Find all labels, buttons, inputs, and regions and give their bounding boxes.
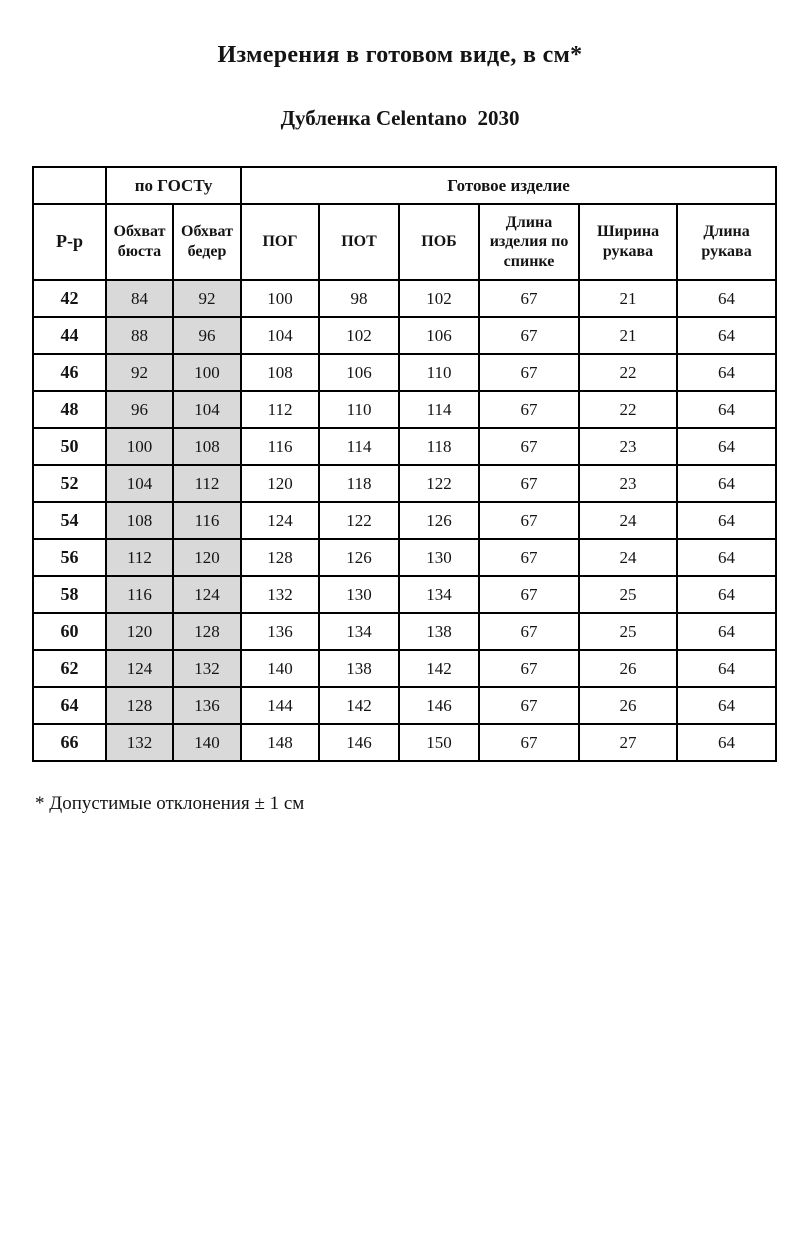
value-cell: 96 xyxy=(106,391,173,428)
value-cell: 67 xyxy=(479,576,579,613)
value-cell: 110 xyxy=(399,354,479,391)
value-cell: 64 xyxy=(677,502,776,539)
size-cell: 58 xyxy=(33,576,106,613)
value-cell: 106 xyxy=(319,354,399,391)
table-row xyxy=(33,650,776,687)
table-row xyxy=(33,391,776,428)
value-cell: 138 xyxy=(399,613,479,650)
column-header-pot: ПОТ xyxy=(319,204,399,280)
value-cell: 67 xyxy=(479,317,579,354)
value-cell: 67 xyxy=(479,687,579,724)
table-row xyxy=(33,354,776,391)
value-cell: 27 xyxy=(579,724,677,761)
value-cell: 92 xyxy=(173,280,241,317)
value-cell: 132 xyxy=(173,650,241,687)
value-cell: 130 xyxy=(399,539,479,576)
value-cell: 64 xyxy=(677,613,776,650)
group-header-gost: по ГОСТу xyxy=(106,167,241,204)
column-header-pog: ПОГ xyxy=(241,204,319,280)
value-cell: 114 xyxy=(399,391,479,428)
table-row xyxy=(33,724,776,761)
group-header-row xyxy=(33,167,776,204)
table-row xyxy=(33,613,776,650)
value-cell: 102 xyxy=(319,317,399,354)
value-cell: 102 xyxy=(399,280,479,317)
value-cell: 108 xyxy=(241,354,319,391)
value-cell: 122 xyxy=(319,502,399,539)
value-cell: 24 xyxy=(579,539,677,576)
value-cell: 26 xyxy=(579,650,677,687)
value-cell: 144 xyxy=(241,687,319,724)
value-cell: 64 xyxy=(677,428,776,465)
table-row xyxy=(33,465,776,502)
value-cell: 146 xyxy=(399,687,479,724)
value-cell: 67 xyxy=(479,391,579,428)
value-cell: 21 xyxy=(579,280,677,317)
column-header-pob: ПОБ xyxy=(399,204,479,280)
table-row xyxy=(33,428,776,465)
size-cell: 48 xyxy=(33,391,106,428)
size-cell: 50 xyxy=(33,428,106,465)
value-cell: 67 xyxy=(479,650,579,687)
corner-spacer xyxy=(33,167,106,204)
value-cell: 140 xyxy=(173,724,241,761)
value-cell: 128 xyxy=(241,539,319,576)
value-cell: 134 xyxy=(399,576,479,613)
value-cell: 120 xyxy=(173,539,241,576)
page-title: Измерения в готовом виде, в см* xyxy=(217,42,583,68)
value-cell: 100 xyxy=(106,428,173,465)
value-cell: 124 xyxy=(173,576,241,613)
size-table-body xyxy=(33,280,776,761)
value-cell: 136 xyxy=(173,687,241,724)
size-cell: 62 xyxy=(33,650,106,687)
value-cell: 67 xyxy=(479,539,579,576)
table-row xyxy=(33,687,776,724)
value-cell: 112 xyxy=(241,391,319,428)
size-cell: 54 xyxy=(33,502,106,539)
value-cell: 148 xyxy=(241,724,319,761)
value-cell: 67 xyxy=(479,280,579,317)
size-cell: 42 xyxy=(33,280,106,317)
table-row xyxy=(33,539,776,576)
value-cell: 114 xyxy=(319,428,399,465)
value-cell: 132 xyxy=(241,576,319,613)
column-header-sleeve-length: Длина рукава xyxy=(677,204,776,280)
table-row xyxy=(33,280,776,317)
size-cell: 56 xyxy=(33,539,106,576)
column-header-hip-girth: Обхват бедер xyxy=(173,204,241,280)
value-cell: 67 xyxy=(479,428,579,465)
column-header-row xyxy=(33,204,776,280)
value-cell: 104 xyxy=(106,465,173,502)
value-cell: 64 xyxy=(677,391,776,428)
value-cell: 84 xyxy=(106,280,173,317)
value-cell: 64 xyxy=(677,539,776,576)
size-cell: 60 xyxy=(33,613,106,650)
size-cell: 66 xyxy=(33,724,106,761)
value-cell: 110 xyxy=(319,391,399,428)
value-cell: 22 xyxy=(579,354,677,391)
value-cell: 96 xyxy=(173,317,241,354)
value-cell: 120 xyxy=(241,465,319,502)
value-cell: 104 xyxy=(173,391,241,428)
value-cell: 25 xyxy=(579,613,677,650)
value-cell: 116 xyxy=(241,428,319,465)
value-cell: 88 xyxy=(106,317,173,354)
value-cell: 67 xyxy=(479,502,579,539)
value-cell: 128 xyxy=(173,613,241,650)
value-cell: 122 xyxy=(399,465,479,502)
value-cell: 64 xyxy=(677,317,776,354)
value-cell: 106 xyxy=(399,317,479,354)
value-cell: 126 xyxy=(399,502,479,539)
value-cell: 24 xyxy=(579,502,677,539)
value-cell: 67 xyxy=(479,465,579,502)
value-cell: 150 xyxy=(399,724,479,761)
size-cell: 52 xyxy=(33,465,106,502)
value-cell: 64 xyxy=(677,650,776,687)
value-cell: 64 xyxy=(677,280,776,317)
group-header-ready-product: Готовое изделие xyxy=(241,167,776,204)
value-cell: 124 xyxy=(241,502,319,539)
tolerance-footnote: * Допустимые отклонения ± 1 см xyxy=(35,793,305,814)
value-cell: 146 xyxy=(319,724,399,761)
value-cell: 26 xyxy=(579,687,677,724)
value-cell: 67 xyxy=(479,724,579,761)
value-cell: 124 xyxy=(106,650,173,687)
value-cell: 136 xyxy=(241,613,319,650)
value-cell: 100 xyxy=(241,280,319,317)
value-cell: 98 xyxy=(319,280,399,317)
value-cell: 25 xyxy=(579,576,677,613)
table-row xyxy=(33,317,776,354)
size-cell: 44 xyxy=(33,317,106,354)
value-cell: 23 xyxy=(579,465,677,502)
value-cell: 21 xyxy=(579,317,677,354)
value-cell: 67 xyxy=(479,613,579,650)
value-cell: 118 xyxy=(319,465,399,502)
value-cell: 67 xyxy=(479,354,579,391)
value-cell: 112 xyxy=(106,539,173,576)
size-cell: 64 xyxy=(33,687,106,724)
value-cell: 104 xyxy=(241,317,319,354)
value-cell: 108 xyxy=(106,502,173,539)
value-cell: 64 xyxy=(677,576,776,613)
value-cell: 64 xyxy=(677,354,776,391)
value-cell: 126 xyxy=(319,539,399,576)
column-header-back-length: Длина изделия по спинке xyxy=(479,204,579,280)
value-cell: 92 xyxy=(106,354,173,391)
value-cell: 128 xyxy=(106,687,173,724)
value-cell: 100 xyxy=(173,354,241,391)
table-row xyxy=(33,502,776,539)
value-cell: 64 xyxy=(677,465,776,502)
table-row xyxy=(33,576,776,613)
value-cell: 138 xyxy=(319,650,399,687)
column-header-bust-girth: Обхват бюста xyxy=(106,204,173,280)
value-cell: 23 xyxy=(579,428,677,465)
value-cell: 112 xyxy=(173,465,241,502)
value-cell: 22 xyxy=(579,391,677,428)
value-cell: 142 xyxy=(319,687,399,724)
size-table xyxy=(32,166,777,762)
value-cell: 116 xyxy=(106,576,173,613)
value-cell: 118 xyxy=(399,428,479,465)
value-cell: 140 xyxy=(241,650,319,687)
value-cell: 134 xyxy=(319,613,399,650)
value-cell: 142 xyxy=(399,650,479,687)
column-header-size: Р-р xyxy=(33,204,106,280)
value-cell: 116 xyxy=(173,502,241,539)
value-cell: 64 xyxy=(677,724,776,761)
column-header-sleeve-width: Ширина рукава xyxy=(579,204,677,280)
size-cell: 46 xyxy=(33,354,106,391)
value-cell: 132 xyxy=(106,724,173,761)
product-subtitle: Дубленка Celentano 2030 xyxy=(280,106,520,130)
value-cell: 120 xyxy=(106,613,173,650)
value-cell: 130 xyxy=(319,576,399,613)
value-cell: 108 xyxy=(173,428,241,465)
value-cell: 64 xyxy=(677,687,776,724)
size-table-container xyxy=(32,166,800,762)
